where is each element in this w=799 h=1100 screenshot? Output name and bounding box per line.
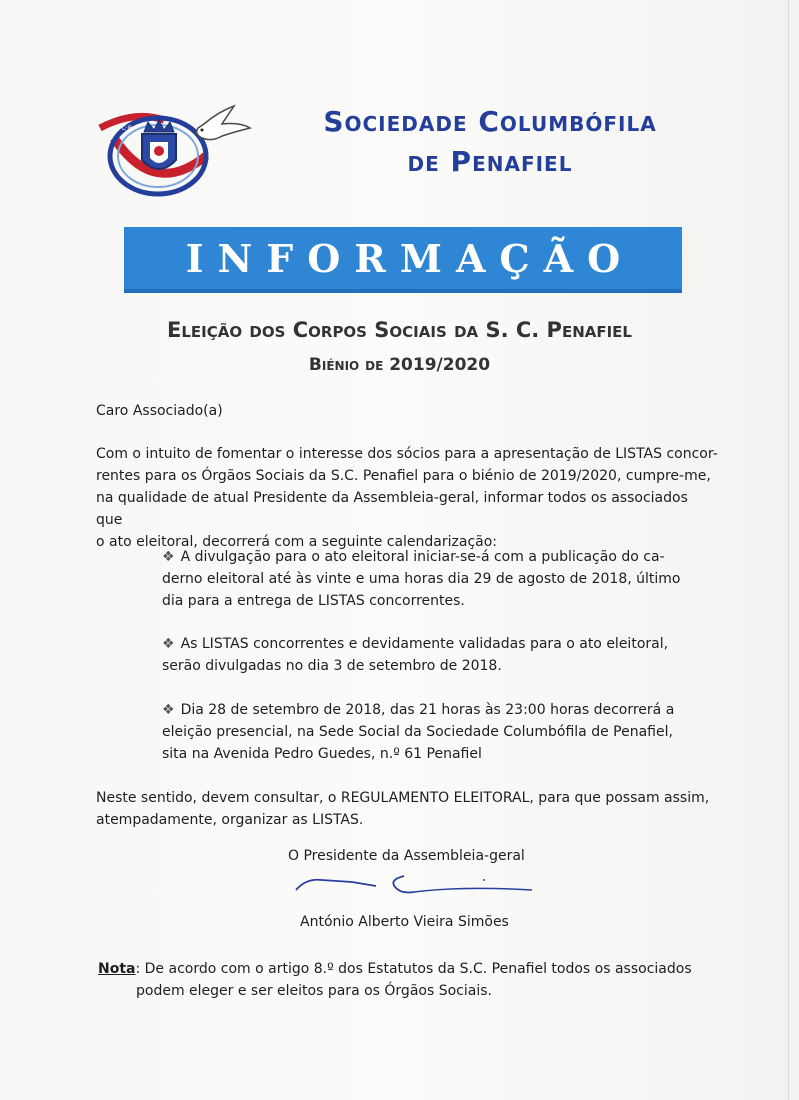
- document-subtitle: Biénio de 2019/2020: [308, 355, 491, 375]
- note-line-1: De acordo com o artigo 8.º dos Estatutos da S.C. Penafiel todos os associados: [144, 961, 692, 977]
- footnote: Nota: De acordo com o artigo 8.º dos Estatutos da S.C. Penafiel todos os associados podem eleger e ser eleitos para os Órgãos Sociais.: [98, 958, 738, 1002]
- intro-line: o ato eleitoral, decorrerá com a seguinte calendarização:: [96, 534, 498, 550]
- information-banner: [124, 227, 682, 293]
- organization-name: [250, 102, 730, 182]
- banner-text: INFORMAÇÃO: [185, 235, 635, 281]
- note-label: Nota: [98, 961, 136, 977]
- closing-line: atempadamente, organizar as LISTAS.: [96, 812, 364, 828]
- schedule-item: [162, 699, 722, 765]
- org-name-line-1: Sociedade Columbófila: [323, 105, 657, 138]
- svg-text:S·C·P: S·C·P: [116, 125, 132, 132]
- page-edge: [788, 0, 789, 1100]
- intro-line: Com o intuito de fomentar o interesse dos sócios para a apresentação de LISTAS concor-: [96, 446, 718, 462]
- diamond-bullet-icon: ❖: [162, 636, 175, 652]
- diamond-bullet-icon: ❖: [162, 702, 175, 718]
- schedule-item-line: sita na Avenida Pedro Guedes, n.º 61 Penafiel: [162, 746, 482, 762]
- club-emblem-logo: [94, 98, 254, 202]
- handwritten-signature: [292, 868, 542, 904]
- schedule-item-line: derno eleitoral até às vinte e uma horas dia 29 de agosto de 2018, último: [162, 571, 681, 587]
- signature-role: O Presidente da Assembleia-geral: [288, 848, 525, 864]
- note-line-2: podem eleger e ser eleitos para os Órgãos Sociais.: [136, 983, 492, 999]
- diamond-bullet-icon: ❖: [162, 549, 175, 565]
- schedule-item: [162, 633, 722, 677]
- closing-line: Neste sentido, devem consultar, o REGULAMENTO ELEITORAL, para que possam assim,: [96, 790, 710, 806]
- schedule-item-line: dia para a entrega de LISTAS concorrentes.: [162, 593, 465, 609]
- intro-paragraph: [96, 443, 718, 553]
- org-name-line-2: de Penafiel: [407, 145, 573, 178]
- intro-line: rentes para os Órgãos Sociais da S.C. Penafiel para o biénio de 2019/2020, cumpre-me,: [96, 468, 711, 484]
- schedule-item: [162, 546, 722, 612]
- schedule-item-line: ❖ Dia 28 de setembro de 2018, das 21 horas às 23:00 horas decorrerá a: [162, 702, 675, 718]
- schedule-item-line: ❖ A divulgação para o ato eleitoral iniciar-se-á com a publicação do ca-: [162, 549, 665, 565]
- schedule-item-line: serão divulgadas no dia 3 de setembro de 2018.: [162, 658, 502, 674]
- signatory-name: António Alberto Vieira Simões: [300, 914, 509, 930]
- closing-paragraph: [96, 787, 718, 831]
- schedule-item-line: ❖ As LISTAS concorrentes e devidamente validadas para o ato eleitoral,: [162, 636, 669, 652]
- schedule-item-line: eleição presencial, na Sede Social da Sociedade Columbófila de Penafiel,: [162, 724, 673, 740]
- intro-line: na qualidade de atual Presidente da Assembleia-geral, informar todos os associados que: [96, 490, 688, 528]
- greeting: Caro Associado(a): [96, 403, 223, 419]
- document-title: Eleição dos Corpos Sociais da S. C. Penafiel: [167, 318, 632, 342]
